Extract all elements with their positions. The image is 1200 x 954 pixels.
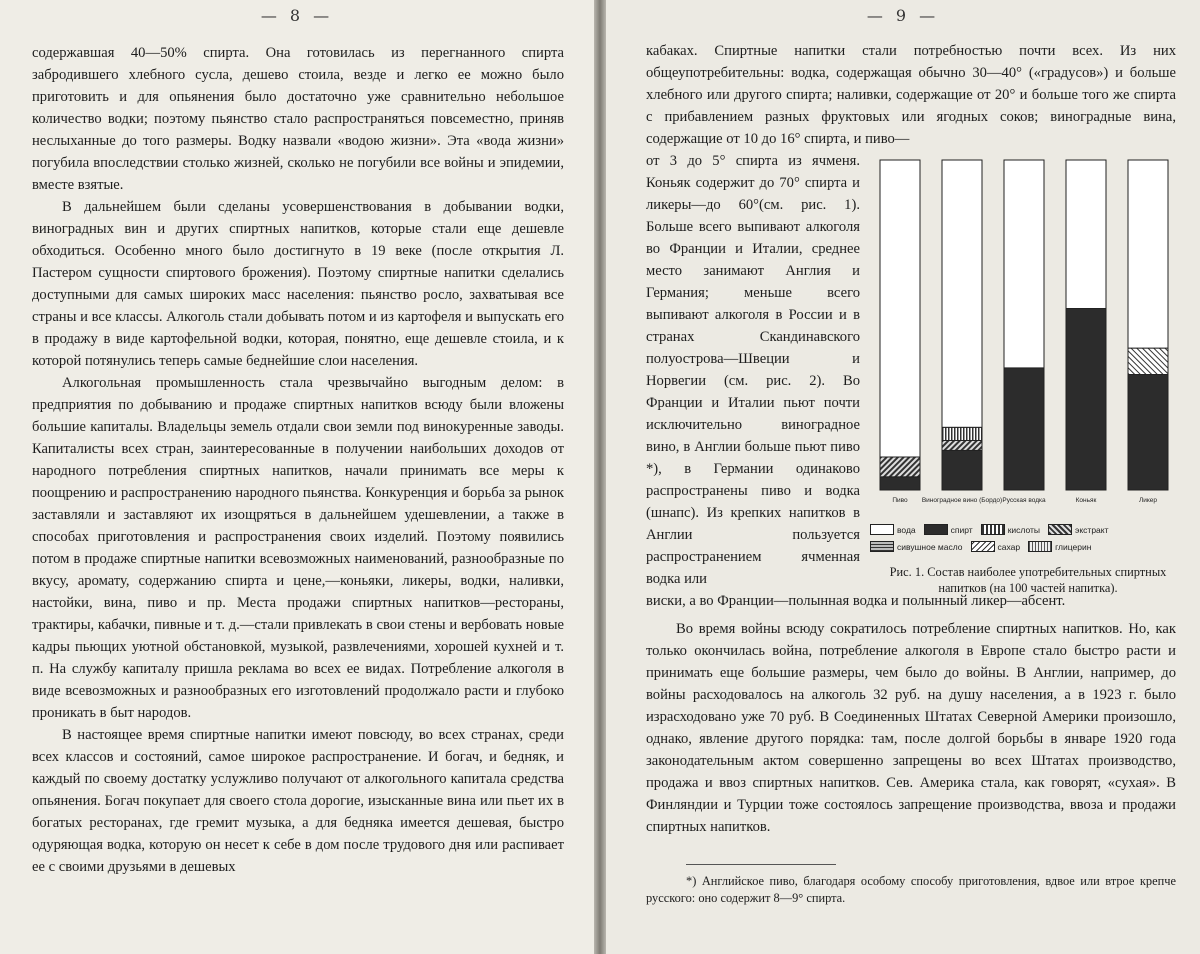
bar-segment (1128, 375, 1168, 491)
bar-segment (1004, 160, 1044, 368)
paragraph: В настоящее время спиртные напитки имеют повсюду, во всех странах, среди всех классов и состояний, самое широкое распространение. И богач, и бедняк, и каждый по своему достатку услужливо получают от алкогольного капитала средства опьянения. Богач покупает для своего стола дорогие, изысканные вина или пьет их в богатых ресторанах, где гремит музыка, а для бедняка имеется дешевая, быстро одуряющая водка, которую он несет к себе в дом после трудового дня или распивает ее с своими друзьями в дешевых (32, 727, 564, 875)
legend-item-water: вода (870, 524, 916, 535)
legend-swatch (924, 524, 948, 535)
legend-swatch (1048, 524, 1072, 535)
bar-segment (942, 450, 982, 490)
figure-caption: Рис. 1. Состав наиболее употребительных спиртных напитков (на 100 частей напитка). (889, 565, 1167, 595)
paragraph: содержавшая 40—50% спирта. Она готовилась из перегнанного спирта забродившего хлебного сусла, дешево стоила, везде и легко ее можно было приготовить и для опьянения было достаточно уже сравнительно небольшое количество водки; поэтому пьянство стало распространяться повсеместно, приняв неслыханные до того размеры. Водку назвали «водою жизни». Эта «вода жизни» погубила впоследствии столько жизней, сколько не погубили все войны и эпидемии, вместе взятые. (32, 45, 564, 193)
bar-segment (1066, 160, 1106, 309)
x-tick-label: Ликер (1138, 497, 1158, 504)
legend-swatch (971, 541, 995, 552)
bar-segment (1128, 348, 1168, 374)
bar-segment (1128, 160, 1168, 348)
bar-segment (942, 441, 982, 451)
x-tick-label: Коньяк (1075, 497, 1097, 504)
chart-legend (870, 524, 1186, 558)
bar-segment (942, 427, 982, 440)
bar-segment (1066, 309, 1106, 491)
x-tick-label: Русская водка (1002, 497, 1046, 504)
legend-item-acids: кислоты (981, 524, 1040, 535)
legend-swatch (870, 541, 894, 552)
footnote: *) Английское пиво, благодаря особому способу приготовления, вдвое или втрое крепче русского: оно содержит 8—9° спирта. (646, 874, 1176, 905)
left-page-body (32, 42, 564, 878)
paragraph: кабаках. Спиртные напитки стали потребностью почти всех. Из них общеупотребительны: водка, содержащая обычно 30—40° («градусов») и больше хлебного или другого спирта; наливки, содержащие от 20° и больше того же спирта с прибавлением разных фруктовых или ягодных соков; виноградные вина, содержащие от 10 до 16° спирта, и пиво— (646, 43, 1176, 147)
footnote-rule (686, 864, 836, 865)
stacked-bar-chart (870, 150, 1186, 520)
legend-item-sugar: сахар (971, 541, 1021, 552)
paragraph-wrapped: от 3 до 5° спирта из ячменя. Коньяк содержит до 70° спирта и ликеры—до 60°(см. рис. 1). Больше всего выпивают алкоголя во Франции и Италии, среднее место занимают Англия и Германия; меньше всего выпивают алкоголя в России и в странах Скандинавского полуострова—Швеции и Норвегии (см. рис. 2). Во Франции и Италии пьют почти исключительно виноградное вино, в Англии больше пьют пиво *), в Германии одинаково распространены пиво и водка (шнапс). Из крепких напитков в Англии пользуется распространением ячменная водка или (646, 153, 860, 587)
paragraph: Алкогольная промышленность стала чрезвычайно выгодным делом: в предприятия по добыванию и продаже спиртных напитков всюду были вложены большие капиталы. Владельцы земель отдали свои земли под винокуренные заводы. Капиталисты всех стран, заинтересованные в получении наибольших доходов от народного потребления спиртных напитков, начали принимать все меры к поощрению и распространению народного пьянства. Конкуренция и борьба за рынок заставляли и заставляют их изощряться в дальнейшем удешевлении, а также в способах приготовления и распространения своих изделий. Поэтому появились потом в продаже спиртные напитки всевозможных наименований, разнообразные по вкусу, аромату, содержанию спирта и цене,—коньяки, ликеры, водки, наливки, настойки, вина, пиво и пр. Места продажи спиртных напитков—рестораны, трактиры, кабачки, пивные и т. д.—стали привлекать в свои стены и вербовать новые кадры пьющих уютной обстановкой, музыкой, развлечениями, хорошей кухней и т. п. На службу капиталу пришла реклама во всех ее видах. Потребление алкоголя в виде всевозможных и разнообразных его изготовлений продолжало расти и глубоко проникать в быт народов. (32, 375, 564, 721)
figure-1 (870, 150, 1186, 616)
bar-segment (880, 477, 920, 490)
page-number-right: — 9 — (866, 6, 940, 25)
x-tick-label: Пиво (892, 497, 908, 504)
book-gutter (594, 0, 606, 954)
legend-item-fusel-oil: сивушное масло (870, 541, 963, 552)
legend-item-extract: экстракт (1048, 524, 1108, 535)
paragraph: Во время войны всюду сократилось потребление спиртных напитков. Но, как только окончилась война, потребление алкоголя в Европе стало быстро расти и принимать еще большие размеры, чем было до войны. В Англии, например, до войны расходовалось на алкоголь 32 руб. на душу населения, а в 1923 г. было израсходовано уже 70 руб. В Соединенных Штатах Северной Америки произошло, однако, явление другого порядка: там, после долгой борьбы в январе 1920 года законодательным актом совершенно запрещены во всех Штатах производство, продажа и ввоз спиртных напитков. Сев. Америка стала, как говорят, «сухая». В Финляндии и Турции тоже состоялось запрещение производства, ввоза и продажи спиртных напитков. (646, 621, 1176, 835)
bar-segment (880, 457, 920, 477)
legend-swatch (981, 524, 1005, 535)
paragraph: виски, а во Франции—полынная водка и полынный ликер—абсент. (646, 593, 1066, 609)
right-page (606, 0, 1200, 954)
x-tick-label: Виноградное вино (Бордо) (921, 497, 1003, 504)
bar-segment (942, 160, 982, 427)
legend-item-alcohol: спирт (924, 524, 973, 535)
bar-segment (1004, 368, 1044, 490)
legend-swatch (1028, 541, 1052, 552)
paragraph: В дальнейшем были сделаны усовершенствования в добывании водки, виноградных вин и других спиртных напитков, которые стали еще дешевле обходиться. Особенно много было достигнуто в 19 веке (после открытия Л. Пастером сущности спиртового брожения). Поэтому спиртные напитки сделались доступными для самых широких масс населения: пьянство росло, захватывая все страны и все классы. Алкоголь стали добывать потом и из картофеля и выпускать его в продажу в виде картофельной водки, которая, понятно, еще дешевле стоила, и к которой потянулись теперь самые беднейшие слои населения. (32, 199, 564, 369)
left-page (0, 0, 594, 954)
legend-item-glycerin: глицерин (1028, 541, 1091, 552)
legend-swatch (870, 524, 894, 535)
bar-segment (880, 160, 920, 457)
page-number-left: — 8 — (260, 6, 334, 25)
